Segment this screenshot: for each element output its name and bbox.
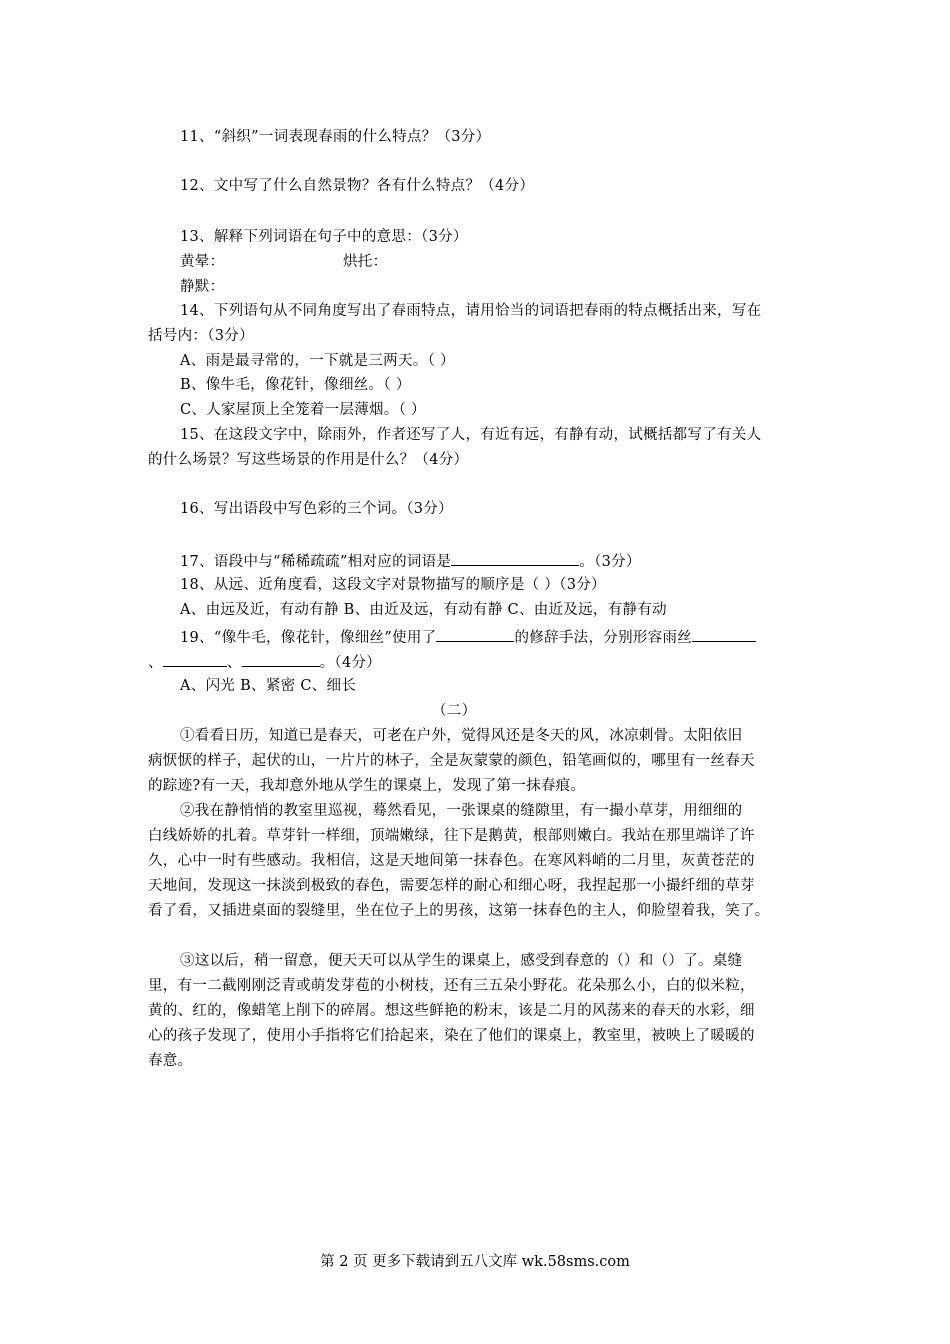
question-15-line-1: 15、在这段文字中，除雨外，作者还写了人，有近有远，有静有动，试概括都写了有关人 — [180, 427, 762, 443]
q19-separator-1: 、 — [148, 655, 163, 671]
question-15-line-2: 的什么场景？写这些场景的作用是什么？（4分） — [148, 452, 469, 468]
q19-points: 。（4分） — [319, 655, 382, 671]
q13-term-2: 烘托： — [343, 254, 388, 270]
question-17 — [180, 551, 641, 571]
paragraph-1-line-1: ①看看日历，知道已是春天，可老在户外，觉得风还是冬天的风，冰凉刺骨。太阳依旧 — [180, 728, 743, 744]
q19-blank-3[interactable] — [242, 652, 320, 667]
q19-options: A、闪光 B、紧密 C、细长 — [180, 678, 357, 694]
paragraph-3-line-4: 心的孩子发现了，使用小手指将它们拾起来，染在了他们的课桌上，教室里，被映上了暖暖的 — [148, 1028, 755, 1044]
question-12: 12、文中写了什么自然景物？各有什么特点？（4分） — [180, 178, 535, 194]
q19-separator-2: 、 — [226, 655, 242, 671]
q14-option-a: A、雨是最寻常的，一下就是三两天。（ ） — [180, 353, 455, 369]
q14-option-c: C、人家屋顶上全笼着一层薄烟。（ ） — [180, 402, 426, 418]
question-19-line-1 — [180, 627, 756, 647]
question-13: 13、解释下列词语在句子中的意思：（3分） — [180, 229, 468, 245]
q19-blank-2[interactable] — [163, 652, 227, 667]
section-2-title: （二） — [432, 703, 477, 719]
paragraph-3-line-3: 黄的、红的，像蜡笔上削下的碎屑。想这些鲜艳的粉末，该是二月的风荡来的春天的水彩，细 — [148, 1003, 755, 1019]
paragraph-2-line-1: ②我在静悄悄的教室里巡视，蓦然看见，一张课桌的缝隙里，有一撮小草芽，用细细的 — [180, 803, 743, 819]
q13-term-1: 黄晕： — [180, 254, 225, 270]
paragraph-2-line-5: 看了看，又插进桌面的裂缝里，坐在位子上的男孩，这第一抹春色的主人，仰脸望着我，笑了。 — [148, 903, 770, 919]
question-14-line-1: 14、下列语句从不同角度写出了春雨特点，请用恰当的词语把春雨的特点概括出来，写在 — [180, 303, 762, 319]
question-11: 11、“斜织”一词表现春雨的什么特点？（3分） — [180, 129, 491, 145]
q19-rhetoric-blank[interactable] — [436, 627, 514, 642]
paragraph-2-line-2: 白线娇娇的扎着。草芽针一样细，顶端嫩绿，往下是鹅黄，根部则嫩白。我站在那里端详了许 — [148, 828, 755, 844]
page-footer: 第 2 页 更多下载请到五八文库 wk.58sms.com — [320, 1254, 630, 1270]
q17-answer-blank[interactable] — [451, 551, 579, 566]
q17-points: 。（3分） — [579, 554, 641, 570]
paragraph-3-line-5: 春意。 — [148, 1053, 193, 1069]
question-18: 18、从远、近角度看，这段文字对景物描写的顺序是（ ）（3分） — [180, 577, 606, 593]
q19-mid-text: 的修辞手法，分别形容雨丝 — [514, 630, 693, 646]
paragraph-1-line-3: 的踪迹?有一天，我却意外地从学生的课桌上，发现了第一抹春痕。 — [148, 778, 586, 794]
question-16: 16、写出语段中写色彩的三个词。（3分） — [180, 501, 453, 517]
q19-text: 19、“像牛毛，像花针，像细丝”使用了 — [180, 630, 437, 646]
question-14-line-2: 括号内：（3分） — [148, 328, 254, 344]
paragraph-2-line-4: 天地间，发现这一抹淡到极致的春色，需要怎样的耐心和细心呀，我捏起那一小撮纤细的草芽 — [148, 878, 755, 894]
paragraph-2-line-3: 久，心中一时有些感动。我相信，这是天地间第一抹春色。在寒风料峭的二月里，灰黄苍茫的 — [148, 853, 755, 869]
paragraph-3-line-1: ③这以后，稍一留意，便天天可以从学生的课桌上，感受到春意的（）和（）了。桌缝 — [180, 953, 743, 969]
q18-options: A、由远及近，有动有静 B、由近及远，有动有静 C、由近及远，有静有动 — [180, 602, 667, 618]
q13-term-3: 静默： — [180, 279, 225, 295]
q14-option-b: B、像牛毛，像花针，像细丝。（ ） — [180, 377, 411, 393]
paragraph-1-line-2: 病恹恹的样子，起伏的山，一片片的林子，全是灰蒙蒙的颜色，铅笔画似的，哪里有一丝春天 — [148, 753, 755, 769]
question-19-line-2 — [148, 652, 381, 672]
q17-text: 17、语段中与“稀稀疏疏”相对应的词语是 — [180, 554, 452, 570]
paragraph-3-line-2: 里，有一二截刚刚泛青或萌发芽苞的小树枝，还有三五朵小野花。花朵那么小，白的似米粒， — [148, 978, 755, 994]
q19-blank-1[interactable] — [692, 627, 756, 642]
